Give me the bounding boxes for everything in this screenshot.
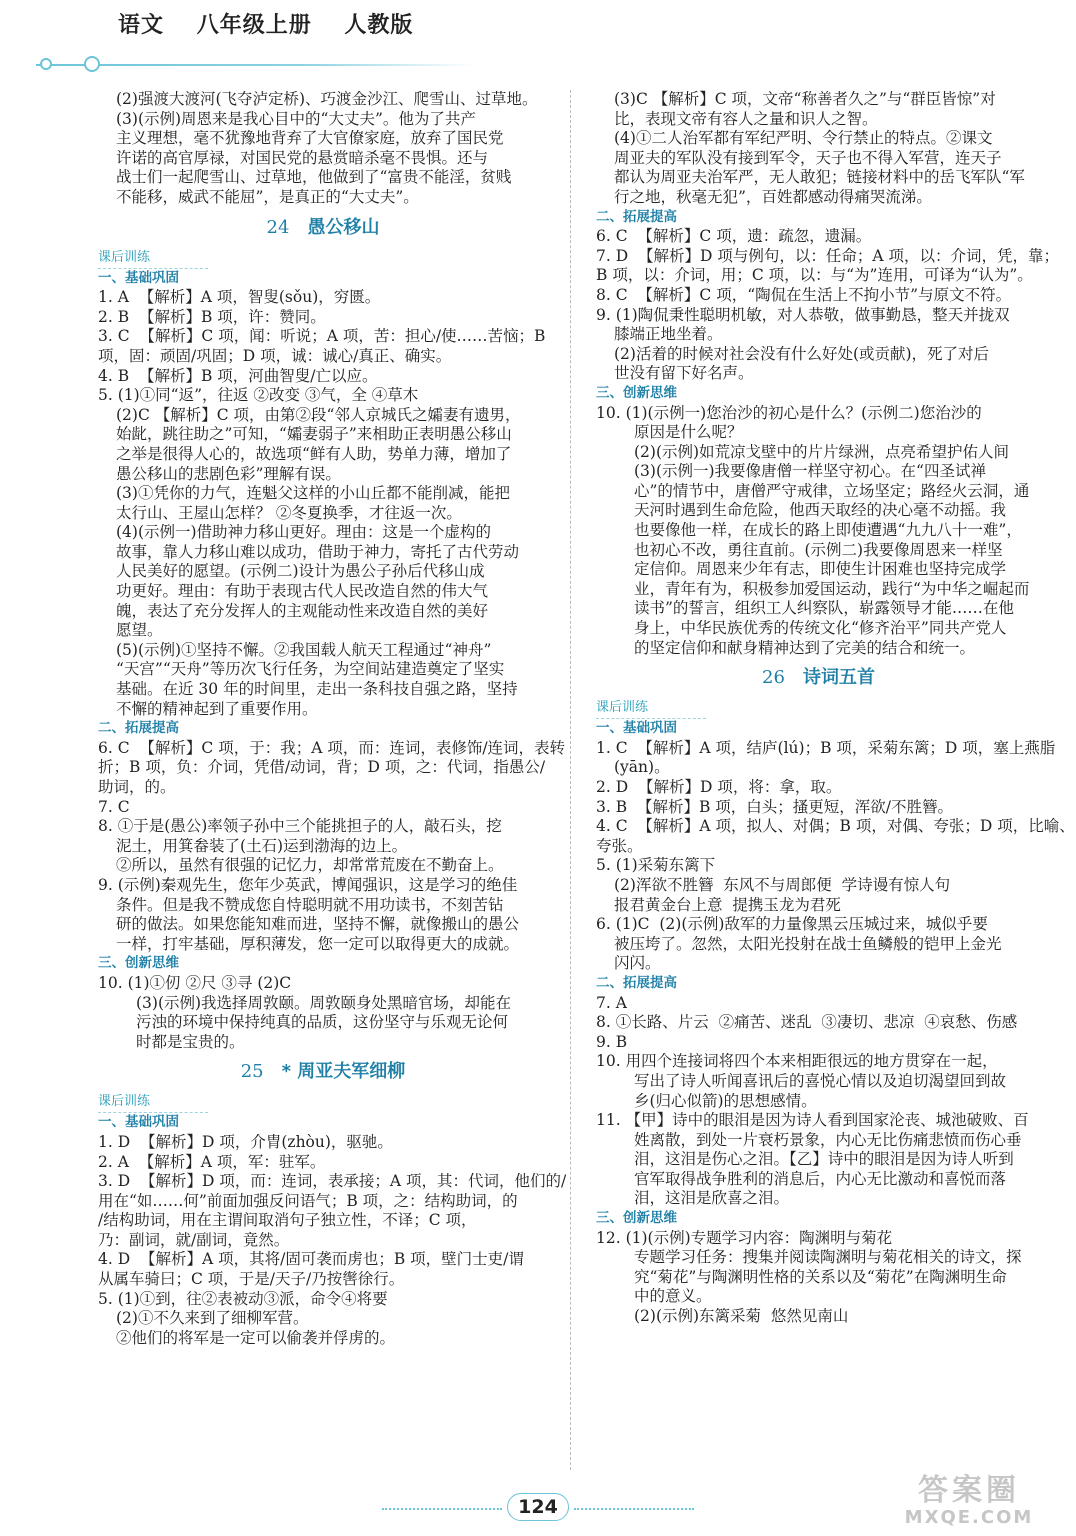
answer-line: 究“菊花”与陶渊明性格的关系以及“菊花”在陶渊明生命 <box>634 1267 1007 1286</box>
answer-line: 6. C 【解析】C 项，于：我；A 项，而：连词，表修饰/连词，表转 <box>98 738 566 757</box>
answer-line: 污浊的环境中保持纯真的品质，这份坚守与乐观无论何 <box>136 1013 509 1032</box>
lesson-number: 26 <box>762 667 785 689</box>
answer-line: 世没有留下好名声。 <box>614 364 754 383</box>
answer-line: 用在“如……何”前面加强反问语气；B 项，之：结构助词，的 <box>98 1191 518 1210</box>
answer-line: 膝端正地坐着。 <box>614 325 723 344</box>
answer-line: 夸张。 <box>596 836 643 855</box>
answer-line: 2. D 【解析】D 项，将：拿，取。 <box>596 778 842 796</box>
answer-line: (2)强渡大渡河(飞夺泸定桥)、巧渡金沙江、爬雪山、过草地。 <box>116 90 538 108</box>
answer-line: ②他们的将军是一定可以偷袭并俘虏的。 <box>116 1328 396 1347</box>
answer-line: 项，固：顽固/巩固；D 项，诚：诚心/真正、确实。 <box>98 346 452 365</box>
answer-line: “天宫”“天舟”等历次飞行任务，为空间站建造奠定了坚实 <box>116 660 505 679</box>
answer-line: 4. D 【解析】A 项，其将/固可袭而虏也；B 项，壁门士吏/谓 <box>98 1250 524 1269</box>
lesson-name: 诗词五首 <box>802 667 875 689</box>
grade-label: 八年级上册 <box>196 13 312 38</box>
answer-line: 愚公移山的悲剧色彩”理解有误。 <box>116 464 341 483</box>
answer-line: 12. (1)(示例)专题学习内容：陶渊明与菊花 <box>596 1228 893 1247</box>
answer-line: 心”的情节中，唐僧严守戒律，立场坚定；路经火云洞，通 <box>634 481 1030 500</box>
section-heading: 一、基础巩固 <box>98 1114 179 1131</box>
answer-line: 主义理想，毫不犹豫地背弃了大官僚家庭，放弃了国民党 <box>116 129 504 148</box>
answer-line: 行之地，秋毫无犯”，百姓都感动得痛哭流涕。 <box>614 187 932 206</box>
watermark-logo <box>884 1474 1054 1530</box>
footer-dots-right <box>574 1508 694 1510</box>
answer-line: 5. (1)①同“返”，往返 ②改变 ③气，全 ④草木 <box>98 386 419 405</box>
answer-line: 太行山、王屋山怎样？ ②冬夏换季，才往返一次。 <box>116 503 462 522</box>
answer-line: /结构助词，用在主谓间取消句子独立性，不译；C 项， <box>98 1211 477 1230</box>
answer-line: 故事，靠人力移山难以成功，借助于神力，寄托了古代劳动 <box>116 542 520 561</box>
answer-line: 7. D 【解析】D 项与例句，以：任命；A 项，以：介词，凭，靠； <box>596 246 1059 265</box>
answer-line: (2)C 【解析】C 项，由第②段“邻人京城氏之孀妻有遗男， <box>116 405 521 424</box>
lesson-number: 25 <box>240 1061 264 1083</box>
footer-dots-left <box>382 1508 502 1510</box>
answer-line: 6. (1)C (2)(示例)敌军的力量像黑云压城过来，城似乎要 <box>596 915 988 934</box>
answer-line: 5. (1)①到，往②表被动③派，命令④将要 <box>98 1289 388 1308</box>
answer-line: 也要像他一样，在成长的路上即使遭遇“九九八十一难”， <box>634 521 1022 540</box>
answer-line: 泪，这泪是伤心之泪。【乙】诗中的眼泪是因为诗人听到 <box>634 1150 1014 1169</box>
section-heading: 一、基础巩固 <box>98 269 179 286</box>
answer-line: 人民美好的愿望。(示例二)设计为愚公子孙后代移山成 <box>116 562 485 581</box>
answer-line: 魄，表达了充分发挥人的主观能动性来改造自然的美好 <box>116 601 489 620</box>
answer-line: 天河时遇到生命危险，他西天取经的决心毫不动摇。我 <box>634 501 1007 520</box>
answer-line: 的坚定信仰和献身精神达到了完美的结合和统一。 <box>634 638 976 657</box>
answer-line: 都认为周亚夫治军严，无人敢犯；链接材料中的岳飞军队“军 <box>614 168 1025 187</box>
section-heading: 二、拓展提高 <box>98 720 179 737</box>
watermark-text: 答案圈 <box>918 1473 1020 1508</box>
answer-line: 姓离散，到处一片衰朽景象，内心无比伤痛悲愤而伤心垂 <box>634 1130 1022 1149</box>
answer-line: (5)(示例)①坚持不懈。②我国载人航天工程通过“神舟” <box>116 640 492 659</box>
answer-line: 定信仰。周恩来少年有志，即使生计困难也坚持完成学 <box>634 560 1007 579</box>
page-number: 124 <box>507 1493 569 1521</box>
answer-line: 助词，的。 <box>98 778 176 796</box>
answer-line: 2. A 【解析】A 项，军：驻军。 <box>98 1152 326 1171</box>
answer-line: 研的做法。如果您能知难而进，坚持不懈，就像搬山的愚公 <box>116 915 520 934</box>
answer-line: B 项，以：介词，用；C 项，以：与“为”连用，可译为“认为”。 <box>596 266 1033 285</box>
lesson-name: 愚公移山 <box>307 216 380 238</box>
answer-line: 一样，打牢基础，厚积薄发，您一定可以取得更大的成就。 <box>116 934 520 953</box>
answer-line: 报君黄金台上意 提携玉龙为君死 <box>614 895 841 914</box>
answer-line: 始龀，跳往助之”可知，“孀妻弱子”来相助正表明愚公移山 <box>116 425 512 444</box>
answer-line: (yān)。 <box>614 758 670 777</box>
answer-line: 5. (1)采菊东篱下 <box>596 856 716 875</box>
lesson-number: 24 <box>266 216 290 238</box>
answer-line: 7. A <box>596 993 627 1012</box>
answer-line: 比，表现文帝有容人之量和识人之智。 <box>614 109 878 128</box>
answer-line: 业，青年有为，积极参加爱国运动，践行“为中华之崛起而 <box>634 579 1030 598</box>
watermark-url: MXQE.COM <box>904 1507 1034 1528</box>
section-heading: 二、拓展提高 <box>596 974 677 991</box>
edition-label: 人教版 <box>344 13 414 38</box>
answer-line: 10. (1)①仞 ②尺 ③寻 (2)C <box>98 973 292 992</box>
answer-line: 9. (示例)秦观先生，您年少英武，博闻强识，这是学习的绝佳 <box>98 875 518 894</box>
answer-line: 1. D 【解析】D 项，介胄(zhòu)，驱驰。 <box>98 1132 393 1151</box>
column-divider <box>570 90 571 1470</box>
answer-line: 4. C 【解析】A 项，拟人、对偶；B 项，对偶、夸张；D 项，比喻、 <box>596 817 1075 836</box>
answer-line: ②所以，虽然有很强的记忆力，却常常荒废在不勤奋上。 <box>116 856 504 875</box>
answer-line: 8. C 【解析】C 项，“陶侃在生活上不拘小节”与原文不符。 <box>596 285 1012 304</box>
answer-line: 11. 【甲】诗中的眼泪是因为诗人看到国家沦丧、城池破败、百 <box>596 1111 1029 1130</box>
answer-line: 时都是宝贵的。 <box>136 1032 245 1051</box>
lesson-title <box>596 658 1041 698</box>
answer-line: 也初心不改，勇往直前。(示例二)我要像周恩来一样坚 <box>634 540 1003 559</box>
lesson-name: * 周亚夫军细柳 <box>281 1061 406 1083</box>
answer-line: 2. B 【解析】B 项，许：赞同。 <box>98 307 326 326</box>
right-column <box>596 90 1075 1327</box>
exercise-tag: 课后训练 <box>98 1092 208 1113</box>
answer-line: 8. ①于是(愚公)率领子孙中三个能挑担子的人，敲石头，挖 <box>98 817 502 836</box>
header-ring-decoration <box>84 56 100 72</box>
section-heading: 一、基础巩固 <box>596 720 677 737</box>
answer-line: 基础。在近 30 年的时间里，走出一条科技自强之路，坚持 <box>116 680 518 699</box>
answer-line: 被压垮了。忽然，太阳光投射在战士鱼鳞般的铠甲上金光 <box>614 934 1002 953</box>
answer-line: 3. B 【解析】B 项，白头；搔更短，浑欲/不胜簪。 <box>596 797 954 816</box>
answer-line: 战士们一起爬雪山、过草地，他做到了“富贵不能淫，贫贱 <box>116 168 512 187</box>
answer-line: (3)(示例)我选择周敦颐。周敦颐身处黑暗官场，却能在 <box>136 993 512 1012</box>
answer-line: 折；B 项，负：介词，凭借/动词，背；D 项，之：代词，指愚公/ <box>98 758 546 777</box>
answer-line: 3. D 【解析】D 项，而：连词，表承接；A 项，其：代词，他们的/ <box>98 1172 567 1191</box>
exercise-tag: 课后训练 <box>98 248 208 269</box>
section-heading: 三、创新思维 <box>596 1210 677 1227</box>
answer-line: 读书”的誓言，组织工人纠察队，崭露领导才能……在他 <box>634 599 1014 618</box>
answer-line: 泥土，用箕畚装了(土石)运到渤海的边上。 <box>116 836 408 855</box>
lesson-title <box>98 208 548 248</box>
answer-line: 身上，中华民族优秀的传统文化“修齐治平”同共产党人 <box>634 619 1007 638</box>
answer-line: (3)C 【解析】C 项，文帝“称善者久之”与“群臣皆惊”对 <box>614 90 996 108</box>
answer-line: 9. (1)陶侃秉性聪明机敏，对人恭敬，做事勤恳，整天并拢双 <box>596 305 1010 324</box>
answer-line: (2)(示例)东篱采菊 悠然见南山 <box>634 1307 849 1326</box>
subject-label: 语文 <box>118 13 165 38</box>
answer-line: 7. C <box>98 797 130 816</box>
answer-line: 10. 用四个连接词将四个本来相距很远的地方贯穿在一起， <box>596 1052 998 1071</box>
answer-line: 不懈的精神起到了重要作用。 <box>116 699 318 718</box>
answer-line: 乃：副词，就/副词，竟然。 <box>98 1230 290 1249</box>
answer-line: 1. A 【解析】A 项，智叟(sǒu)，穷匮。 <box>98 288 381 307</box>
header-rule <box>36 64 476 66</box>
section-heading: 三、创新思维 <box>98 955 179 972</box>
answer-line: 官军取得战争胜利的消息后，内心无比激动和喜悦而落 <box>634 1169 1007 1188</box>
answer-line: 6. C 【解析】C 项，遗：疏忽，遗漏。 <box>596 227 872 246</box>
answer-line: 专题学习任务：搜集并阅读陶渊明与菊花相关的诗文，探 <box>634 1248 1022 1267</box>
answer-line: 8. ①长路、片云 ②痛苦、迷乱 ③凄切、悲凉 ④哀愁、伤感 <box>596 1013 1018 1032</box>
answer-line: 许诺的高官厚禄，对国民党的悬赏暗杀毫不畏惧。还与 <box>116 148 489 167</box>
answer-line: 1. C 【解析】A 项，结庐(lú)；B 项，采菊东篱；D 项，塞上燕脂 <box>596 738 1056 757</box>
section-heading: 二、拓展提高 <box>596 208 677 225</box>
answer-line: 4. B 【解析】B 项，河曲智叟/亡以应。 <box>98 366 378 385</box>
answer-line: 原因是什么呢？ <box>634 423 743 442</box>
answer-line: (3)①凭你的力气，连魁父这样的小山丘都不能削减，能把 <box>116 484 510 503</box>
answer-line: 之举是很得人心的，故选项“鲜有人助，势单力薄，增加了 <box>116 444 512 463</box>
answer-line: 写出了诗人听闻喜讯后的喜悦心情以及迫切渴望回到故 <box>634 1071 1007 1090</box>
answer-line: (3)(示例一)我要像唐僧一样坚守初心。在“四圣试禅 <box>634 462 986 481</box>
answer-line: 闪闪。 <box>614 954 661 973</box>
section-heading: 三、创新思维 <box>596 384 677 401</box>
answer-line: 从属车骑曰；C 项，于是/天子/乃按辔徐行。 <box>98 1270 405 1289</box>
answer-line: 周亚夫的军队没有接到军令，天子也不得入军营，连天子 <box>614 148 1002 167</box>
answer-line: (2)(示例)如荒凉戈壁中的片片绿洲，点亮希望护佑人间 <box>634 442 1010 461</box>
answer-line: 不能移，威武不能屈”，是真正的“大丈夫”。 <box>116 187 419 206</box>
answer-line: 条件。但是我不赞成您自恃聪明就不用功读书，不刻苦钻 <box>116 895 504 914</box>
page-header <box>118 8 437 39</box>
exercise-tag: 课后训练 <box>596 698 706 719</box>
answer-line: (2)活着的时候对社会没有什么好处(或贡献)，死了对后 <box>614 344 990 363</box>
answer-line: 中的意义。 <box>634 1287 712 1306</box>
answer-line: 10. (1)(示例一)您治沙的初心是什么？(示例二)您治沙的 <box>596 403 982 422</box>
answer-line: 泪，这泪是欣喜之泪。 <box>634 1189 790 1208</box>
left-column <box>98 90 567 1348</box>
answer-line: 功更好。理由：有助于表现古代人民改造自然的伟大气 <box>116 582 489 601</box>
lesson-title <box>98 1052 548 1092</box>
answer-line: 3. C 【解析】C 项，闻：听说；A 项，苦：担心/使……苦恼；B <box>98 327 546 346</box>
answer-line: (2)浑欲不胜簪 东风不与周郎便 学诗谩有惊人句 <box>614 875 951 894</box>
answer-line: 愿望。 <box>116 621 163 640</box>
answer-line: (2)①不久来到了细柳军营。 <box>116 1309 309 1328</box>
answer-line: 乡(归心似箭)的思想感情。 <box>634 1091 817 1110</box>
answer-line: (4)①二人治军都有军纪严明、令行禁止的特点。②课文 <box>614 129 993 148</box>
answer-line: (3)(示例)周恩来是我心目中的“大丈夫”。他为了共产 <box>116 109 476 128</box>
answer-line: (4)(示例一)借助神力移山更好。理由：这是一个虚构的 <box>116 523 492 542</box>
answer-line: 9. B <box>596 1032 628 1051</box>
header-dot-decoration <box>40 58 52 70</box>
